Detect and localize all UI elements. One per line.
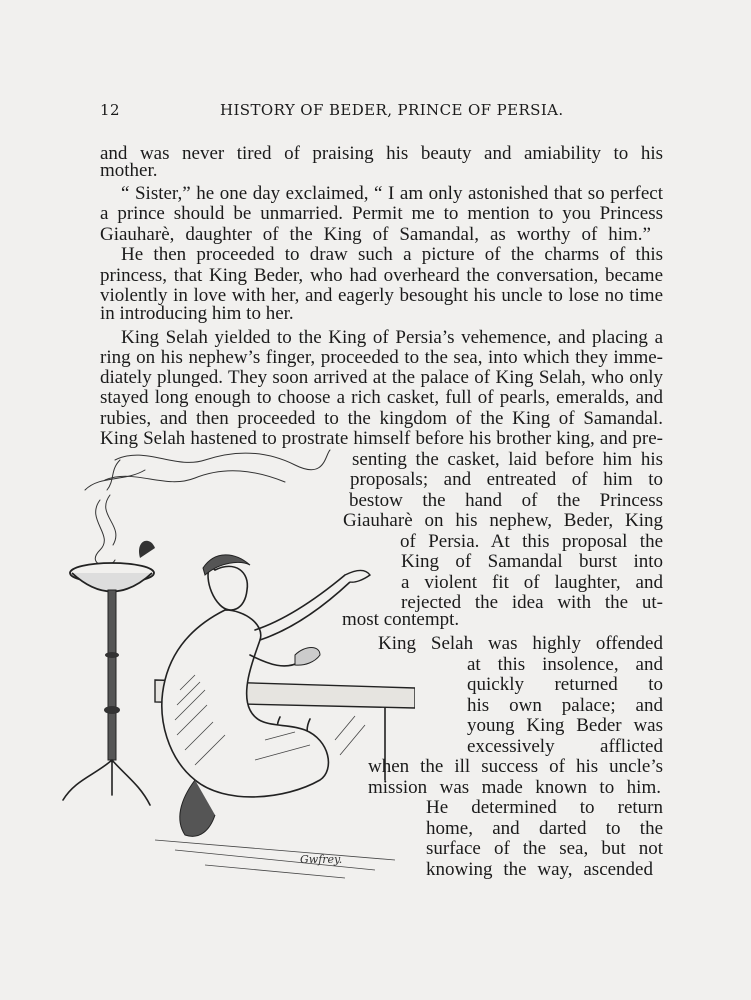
text-line: mother. <box>100 160 158 181</box>
text-line: rejected the idea with the ut- <box>401 592 663 613</box>
smoke-plume <box>85 450 330 565</box>
text-line: King Selah was highly offended <box>378 633 663 654</box>
text-line: young King Beder was <box>467 715 663 736</box>
text-line: ring on his nephew’s finger, proceeded to the sea, into which they imme- <box>100 347 663 368</box>
text-line: proposals; and entreated of him to <box>350 469 663 490</box>
text-line: most contempt. <box>342 609 460 630</box>
text-line: violently in love with her, and eagerly besought his uncle to lose no time <box>100 285 663 306</box>
text-line: stayed long enough to choose a rich casket, full of pearls, emeralds, and <box>100 387 663 408</box>
text-line: at this insolence, and <box>467 654 663 675</box>
page-header <box>100 101 665 121</box>
floor-hatching <box>155 840 395 878</box>
text-line: mission was made known to him. <box>368 777 661 798</box>
artist-signature: Gwfrey. <box>300 853 343 866</box>
text-line: Giauharè on his nephew, Beder, King <box>343 510 663 531</box>
text-line: his own palace; and <box>467 695 663 716</box>
text-line: knowing the way, ascended <box>426 859 653 880</box>
text-line: in introducing him to her. <box>100 303 294 324</box>
text-line: He then proceeded to draw such a picture of the charms of this <box>121 244 663 265</box>
text-line: a prince should be unmarried. Permit me to mention to you Princess <box>100 203 663 224</box>
text-line: home, and darted to the <box>426 818 663 839</box>
brazier-stand <box>63 541 155 805</box>
text-line: quickly returned to <box>467 674 663 695</box>
text-line: senting the casket, laid before him his <box>352 449 663 470</box>
text-line: Giauharè, daughter of the King of Samandal, as worthy of him.” <box>100 224 651 245</box>
text-line: a violent fit of laughter, and <box>401 572 663 593</box>
text-line: bestow the hand of the Princess <box>349 490 663 511</box>
page-number: 12 <box>100 101 120 119</box>
text-line: excessively afflicted <box>467 736 663 757</box>
text-line: King Selah yielded to the King of Persia’s vehemence, and placing a <box>121 327 663 348</box>
text-line: “ Sister,” he one day exclaimed, “ I am only astonished that so perfect <box>121 183 663 204</box>
text-line: King Selah hastened to prostrate himself before his brother king, and pre- <box>100 428 663 449</box>
running-title: HISTORY OF BEDER, PRINCE OF PERSIA. <box>220 101 564 119</box>
text-line: diately plunged. They soon arrived at the palace of King Selah, who only <box>100 367 663 388</box>
text-line: princess, that King Beder, who had overheard the conversation, became <box>100 265 663 286</box>
text-line: surface of the sea, but not <box>426 838 663 859</box>
text-line: of Persia. At this proposal the <box>400 531 663 552</box>
text-line: He determined to return <box>426 797 663 818</box>
kneeling-woman-illustration <box>55 440 415 890</box>
text-line: when the ill success of his uncle’s <box>368 756 663 777</box>
text-line: rubies, and then proceeded to the kingdom of the King of Samandal. <box>100 408 663 429</box>
text-line: King of Samandal burst into <box>401 551 663 572</box>
text-line: and was never tired of praising his beauty and amiability to his <box>100 143 663 164</box>
